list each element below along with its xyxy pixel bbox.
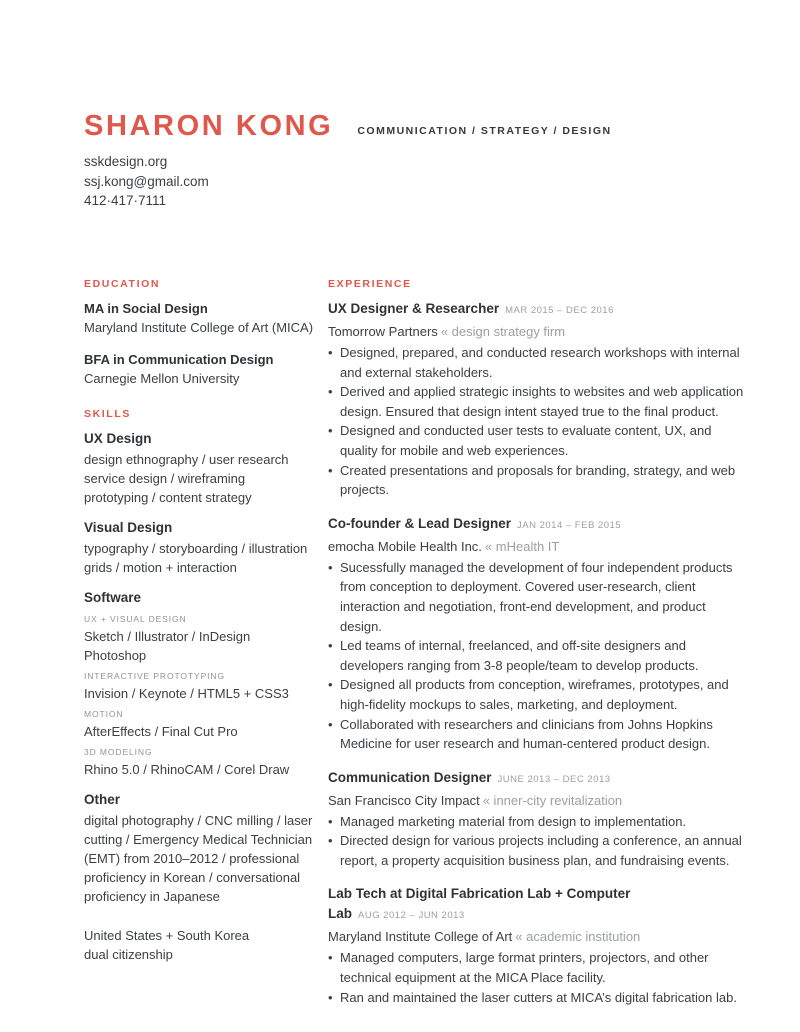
job-bullet: • Designed all products from conception, wireframes, prototypes, and high-fidelity mockups to sales, marketing, and deployment.	[328, 675, 744, 714]
other-skills-line: proficiency in Korean / conversational	[84, 870, 301, 885]
citizenship-block	[84, 926, 324, 964]
job-company-row	[328, 791, 744, 810]
other-skills-lines	[84, 811, 324, 906]
other-skills-group	[84, 790, 324, 906]
software-line: Rhino 5.0 / RhinoCAM / Corel Draw	[84, 762, 290, 777]
job-title: Co-founder & Lead Designer	[328, 515, 512, 531]
contact-phone[interactable]: 412·417·7111	[84, 193, 167, 208]
job-company-name: Tomorrow Partners	[328, 324, 438, 339]
job-company-row	[328, 322, 744, 341]
experience-job	[328, 514, 744, 754]
software-category	[84, 668, 324, 703]
job-bullet: • Designed, prepared, and conducted research workshops with internal and external stakeholders.	[328, 343, 744, 382]
experience-job-list	[328, 299, 744, 1007]
other-skills-heading: Other	[84, 792, 121, 807]
skill-group	[84, 429, 324, 507]
job-bullet: • Sucessfully managed the development of four independent products from conception to deployment. Covered user-research, client interaction and negotiation, front-end development, and product design.	[328, 558, 744, 636]
job-dates: JAN 2014 – FEB 2015	[517, 519, 622, 531]
job-company-row	[328, 537, 744, 556]
software-category-label: INTERACTIVE PROTOTYPING	[84, 671, 225, 681]
job-company-name: emocha Mobile Health Inc.	[328, 538, 482, 554]
software-group	[84, 588, 324, 779]
job-bullet: • Managed computers, large format printers, projectors, and other technical equipment at the MICA Place facility.	[328, 948, 744, 987]
section-title-skills: SKILLS	[84, 408, 131, 420]
job-company-name: San Francisco City Impact	[328, 792, 480, 808]
job-descriptor: « mHealth IT	[484, 538, 560, 554]
right-column	[328, 278, 800, 1021]
candidate-name: SHARON KONG	[84, 110, 334, 142]
other-skills-line: proficiency in Japanese	[84, 889, 220, 904]
skills-section	[84, 408, 324, 906]
job-bullet: • Directed design for various projects including a conference, an annual report, a property acquisition business plan, and fundraising events.	[328, 831, 744, 870]
job-descriptor: « academic institution	[515, 929, 641, 945]
job-dates: MAR 2015 – DEC 2016	[505, 305, 614, 316]
section-title-education: EDUCATION	[84, 278, 161, 290]
job-bullet: • Led teams of internal, freelanced, and off-site designers and developers ranging from 3-8 people/team to develop products.	[328, 636, 744, 675]
skill-line: grids / motion + interaction	[84, 560, 237, 575]
job-bullet: • Ran and maintained the laser cutters at MICA’s digital fabrication lab.	[328, 988, 744, 1008]
job-bullet: • Created presentations and proposals for branding, strategy, and web projects.	[328, 461, 744, 500]
education-item	[84, 299, 324, 337]
resume-columns	[0, 278, 800, 1021]
contact-block	[84, 152, 744, 211]
job-company-name: Maryland Institute College of Art	[328, 929, 513, 945]
software-category	[84, 744, 324, 779]
candidate-tagline: COMMUNICATION / STRATEGY / DESIGN	[357, 125, 612, 137]
skill-group-heading: UX Design	[84, 431, 152, 446]
software-category-label: MOTION	[84, 709, 124, 719]
job-company-row	[328, 927, 744, 946]
other-skills-line: digital photography / CNC milling / laser	[84, 813, 313, 828]
software-line: AfterEffects / Final Cut Pro	[84, 724, 238, 739]
job-title: UX Designer & Researcher	[328, 301, 500, 316]
software-category-list	[84, 611, 324, 779]
education-school: Carnegie Mellon University	[84, 371, 240, 386]
job-descriptor: « design strategy firm	[440, 324, 566, 339]
software-line: Sketch / Illustrator / InDesign	[84, 629, 251, 644]
software-category-label: UX + VISUAL DESIGN	[84, 614, 187, 624]
software-line: Invision / Keynote / HTML5 + CSS3	[84, 686, 289, 701]
job-bullet: • Designed and conducted user tests to evaluate content, UX, and quality for mobile and web experiences.	[328, 421, 744, 460]
job-bullet-list	[328, 812, 744, 871]
job-title: Lab Tech at Digital Fabrication Lab + Computer Lab	[328, 886, 631, 922]
name-and-tagline-row	[84, 112, 744, 141]
software-category-label: 3D MODELING	[84, 747, 153, 757]
job-bullet: • Collaborated with researchers and clinicians from Johns Hopkins Medicine for user research and human-centered product design.	[328, 715, 744, 754]
education-item	[84, 350, 324, 388]
experience-job	[328, 884, 744, 1007]
skill-group-heading: Visual Design	[84, 520, 173, 535]
citizenship-line: dual citizenship	[84, 947, 173, 962]
skill-line: service design / wireframing	[84, 471, 246, 486]
resume-header	[84, 112, 744, 211]
skill-line: prototyping / content strategy	[84, 490, 252, 505]
section-title-experience: EXPERIENCE	[328, 278, 412, 290]
contact-website[interactable]: sskdesign.org	[84, 154, 168, 169]
skill-group	[84, 518, 324, 577]
experience-job	[328, 299, 744, 500]
contact-email[interactable]: ssj.kong@gmail.com	[84, 173, 209, 189]
software-heading: Software	[84, 590, 142, 605]
job-title-row	[328, 768, 744, 790]
job-title-row	[328, 299, 744, 321]
job-bullet: • Derived and applied strategic insights to websites and web application design. Ensured that design intent stayed true to the final product.	[328, 382, 744, 421]
education-item-list	[84, 299, 324, 388]
other-skills-line: cutting / Emergency Medical Technician	[84, 832, 313, 847]
education-degree: BFA in Communication Design	[84, 352, 274, 367]
job-title: Communication Designer	[328, 769, 492, 785]
job-bullet-list	[328, 343, 744, 500]
job-descriptor: « inner-city revitalization	[482, 792, 623, 808]
job-bullet-list	[328, 558, 744, 754]
left-column	[84, 278, 324, 964]
education-school: Maryland Institute College of Art (MICA)	[84, 320, 314, 335]
education-section	[84, 278, 324, 388]
citizenship-lines	[84, 926, 324, 964]
skill-line: typography / storyboarding / illustration	[84, 541, 308, 556]
job-title-row	[328, 514, 744, 536]
skill-line: design ethnography / user research	[84, 452, 289, 467]
citizenship-line: United States + South Korea	[84, 928, 250, 943]
job-title-row	[328, 884, 744, 926]
education-degree: MA in Social Design	[84, 301, 208, 316]
job-dates: AUG 2012 – JUN 2013	[358, 910, 465, 922]
experience-job	[328, 768, 744, 871]
skill-group-list	[84, 429, 324, 577]
job-bullet: • Managed marketing material from design to implementation.	[328, 812, 744, 832]
software-line: Photoshop	[84, 648, 147, 663]
software-category	[84, 611, 324, 665]
job-dates: JUNE 2013 – DEC 2013	[497, 773, 611, 785]
other-skills-line: (EMT) from 2010–2012 / professional	[84, 851, 300, 866]
job-bullet-list	[328, 948, 744, 1007]
software-category	[84, 706, 324, 741]
